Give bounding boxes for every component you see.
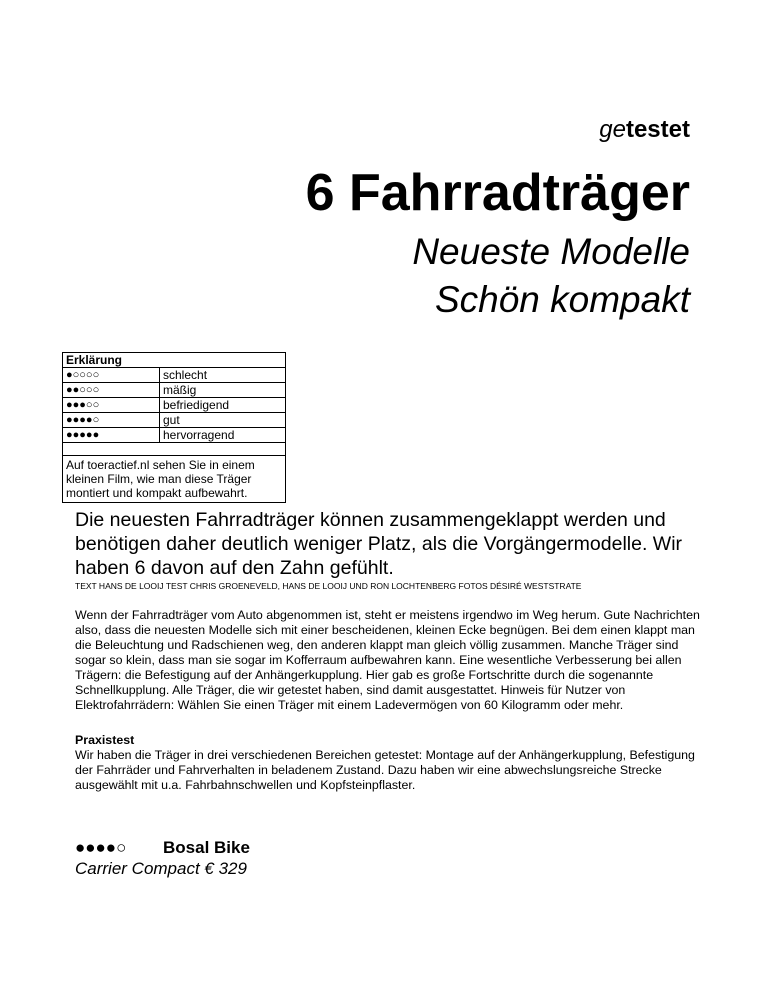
praxis-heading: Praxistest — [75, 733, 135, 747]
legend-row — [63, 413, 286, 428]
product-name: Bosal Bike — [163, 838, 250, 857]
legend-label-4: gut — [160, 413, 286, 428]
kicker-ge: ge — [599, 116, 626, 143]
product-model-price: Carrier Compact € 329 — [75, 859, 247, 878]
legend-spacer — [63, 443, 286, 456]
legend-heading: Erklärung — [63, 353, 286, 368]
article-credits: TEXT HANS DE LOOIJ TEST CHRIS GROENEVELD, HANS DE LOOIJ UND RON LOCHTENBERG FOTOS DÉSIRÉ WESTSTRATE — [75, 581, 582, 591]
article-body: Wenn der Fahrradträger vom Auto abgenommen ist, steht er meistens irgendwo im Weg herum. Gute Nachrichten also, dass die neuesten Modelle sich mit einer bescheidenen, kleinen Ecke begnügen. Bei dem einen klappt man die Beleuchtung und Radschienen weg, den anderen klappt man gleich völlig zusammen. Manche Träger sind sogar so klein, dass man sie sogar im Kofferraum aufbewahren kann. Eine wesentliche Verbesserung bei allen Trägern: die Befestigung auf der Anhängerkupplung. Hier gab es große Fortschritte durch die sogenannte Schnellkupplung. Alle Träger, die wir getestet haben, sind damit ausgestattet. Hinweis für Nutzer von Elektrofahrrädern: Wählen Sie einen Träger mit einem Ladevermögen von 60 Kilogramm oder mehr. — [75, 608, 700, 712]
section-kicker — [599, 116, 690, 144]
praxis-body: Wir haben die Träger in drei verschiedenen Bereichen getestet: Montage auf der Anhängerkupplung, Befestigung der Fahrräder und Fahrverhalten in beladenem Zustand. Dazu haben wir eine abwechslungsreiche Strecke ausgewählt mit u.a. Fahrbahnschwellen und Kopfsteinpflaster. — [75, 748, 695, 792]
legend-dots-2: ●●○○○ — [63, 383, 160, 398]
praxis-section — [75, 733, 700, 793]
legend-dots-1: ●○○○○ — [63, 368, 160, 383]
kicker-testet: testet — [625, 116, 690, 143]
legend-row — [63, 398, 286, 413]
legend-label-5: hervorragend — [160, 428, 286, 443]
legend-dots-3: ●●●○○ — [63, 398, 160, 413]
rating-legend — [62, 352, 286, 503]
legend-note: Auf toeractief.nl sehen Sie in einem kleinen Film, wie man diese Träger montiert und kompakt aufbewahrt. — [66, 458, 255, 500]
article-lead: Die neuesten Fahrradträger können zusammengeklappt werden und benötigen daher deutlich weniger Platz, als die Vorgängermodelle. Wir haben 6 davon auf den Zahn gefühlt. — [75, 509, 683, 579]
legend-label-2: mäßig — [160, 383, 286, 398]
legend-row — [63, 368, 286, 383]
product-heading — [75, 838, 250, 858]
legend-label-3: befriedigend — [160, 398, 286, 413]
legend-row — [63, 428, 286, 443]
legend-dots-4: ●●●●○ — [63, 413, 160, 428]
legend-label-1: schlecht — [160, 368, 286, 383]
legend-dots-5: ●●●●● — [63, 428, 160, 443]
subtitle-line-1: Neueste Modelle — [412, 231, 690, 272]
page-title: 6 Fahrradträger — [305, 164, 690, 222]
product-rating: ●●●●○ — [75, 838, 127, 857]
subtitle-line-2: Schön kompakt — [434, 279, 690, 320]
legend-row — [63, 383, 286, 398]
